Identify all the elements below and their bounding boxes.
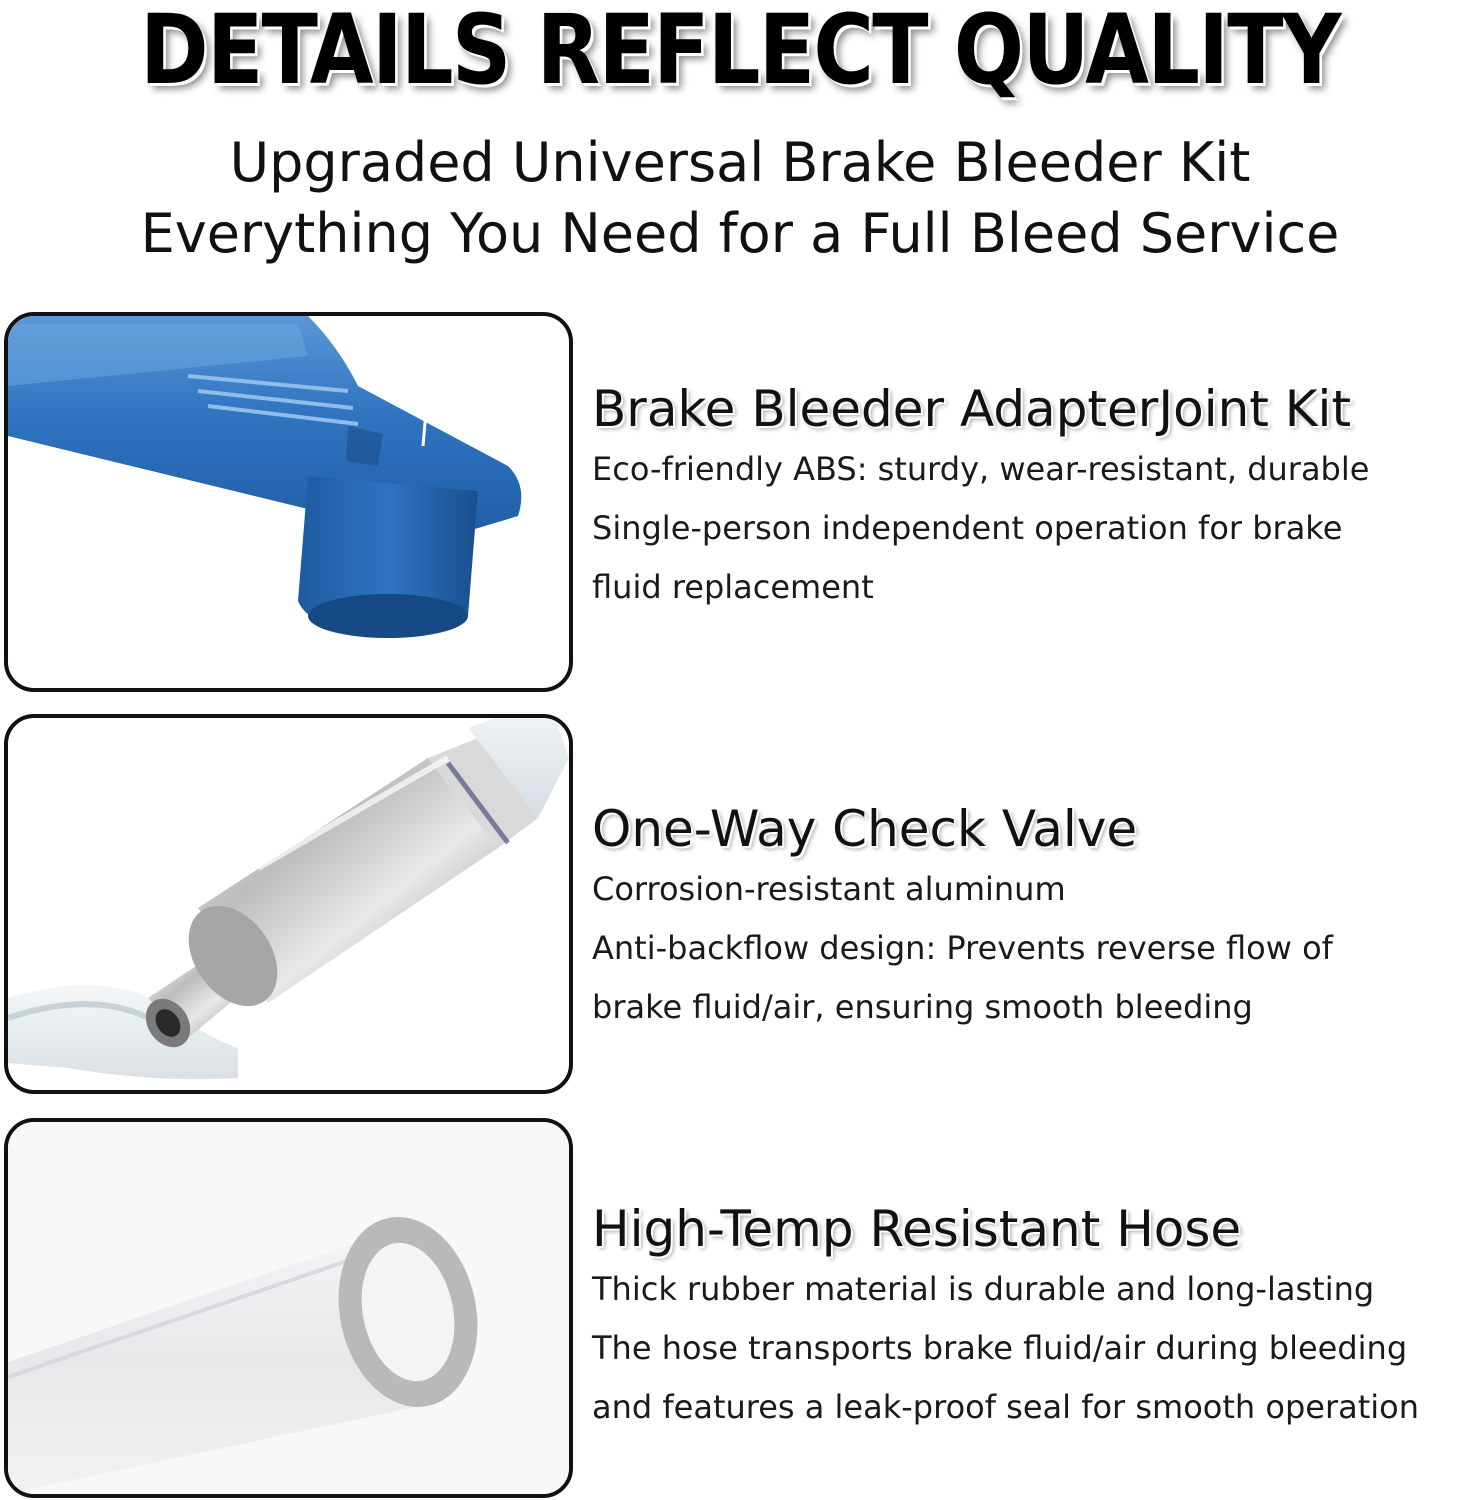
- feature-adapter-joint: [592, 380, 1472, 617]
- feature-line: The hose transports brake fluid/air during bleeding: [592, 1329, 1408, 1367]
- feature-line: fluid replacement: [592, 568, 874, 606]
- hose-image-frame: [4, 1118, 573, 1498]
- hose-image: [8, 1122, 569, 1494]
- feature-hose: [592, 1200, 1472, 1437]
- feature-line: brake fluid/air, ensuring smooth bleeding: [592, 988, 1253, 1026]
- feature-line: Thick rubber material is durable and long-lasting: [592, 1270, 1375, 1308]
- adapter-joint-image: [8, 316, 569, 688]
- adapter-joint-image-frame: [4, 312, 573, 692]
- headline: DETAILS REFLECT QUALITY: [140, 0, 1340, 106]
- check-valve-image-frame: [4, 714, 573, 1094]
- feature-check-valve: [592, 800, 1472, 1037]
- subtitle-line-2: Everything You Need for a Full Bleed Service: [140, 202, 1340, 265]
- feature-title: High-Temp Resistant Hose: [592, 1200, 1242, 1258]
- check-valve-image: [8, 718, 569, 1090]
- feature-title: One-Way Check Valve: [592, 800, 1138, 858]
- feature-title: Brake Bleeder AdapterJoint Kit: [592, 380, 1352, 438]
- feature-line: Anti-backflow design: Prevents reverse flow of: [592, 929, 1333, 967]
- feature-line: Corrosion-resistant aluminum: [592, 870, 1066, 908]
- feature-line: and features a leak-proof seal for smooth operation: [592, 1388, 1419, 1426]
- subtitle-line-1: Upgraded Universal Brake Bleeder Kit: [229, 131, 1251, 194]
- feature-line: Eco-friendly ABS: sturdy, wear-resistant, durable: [592, 450, 1370, 488]
- feature-line: Single-person independent operation for brake: [592, 509, 1343, 547]
